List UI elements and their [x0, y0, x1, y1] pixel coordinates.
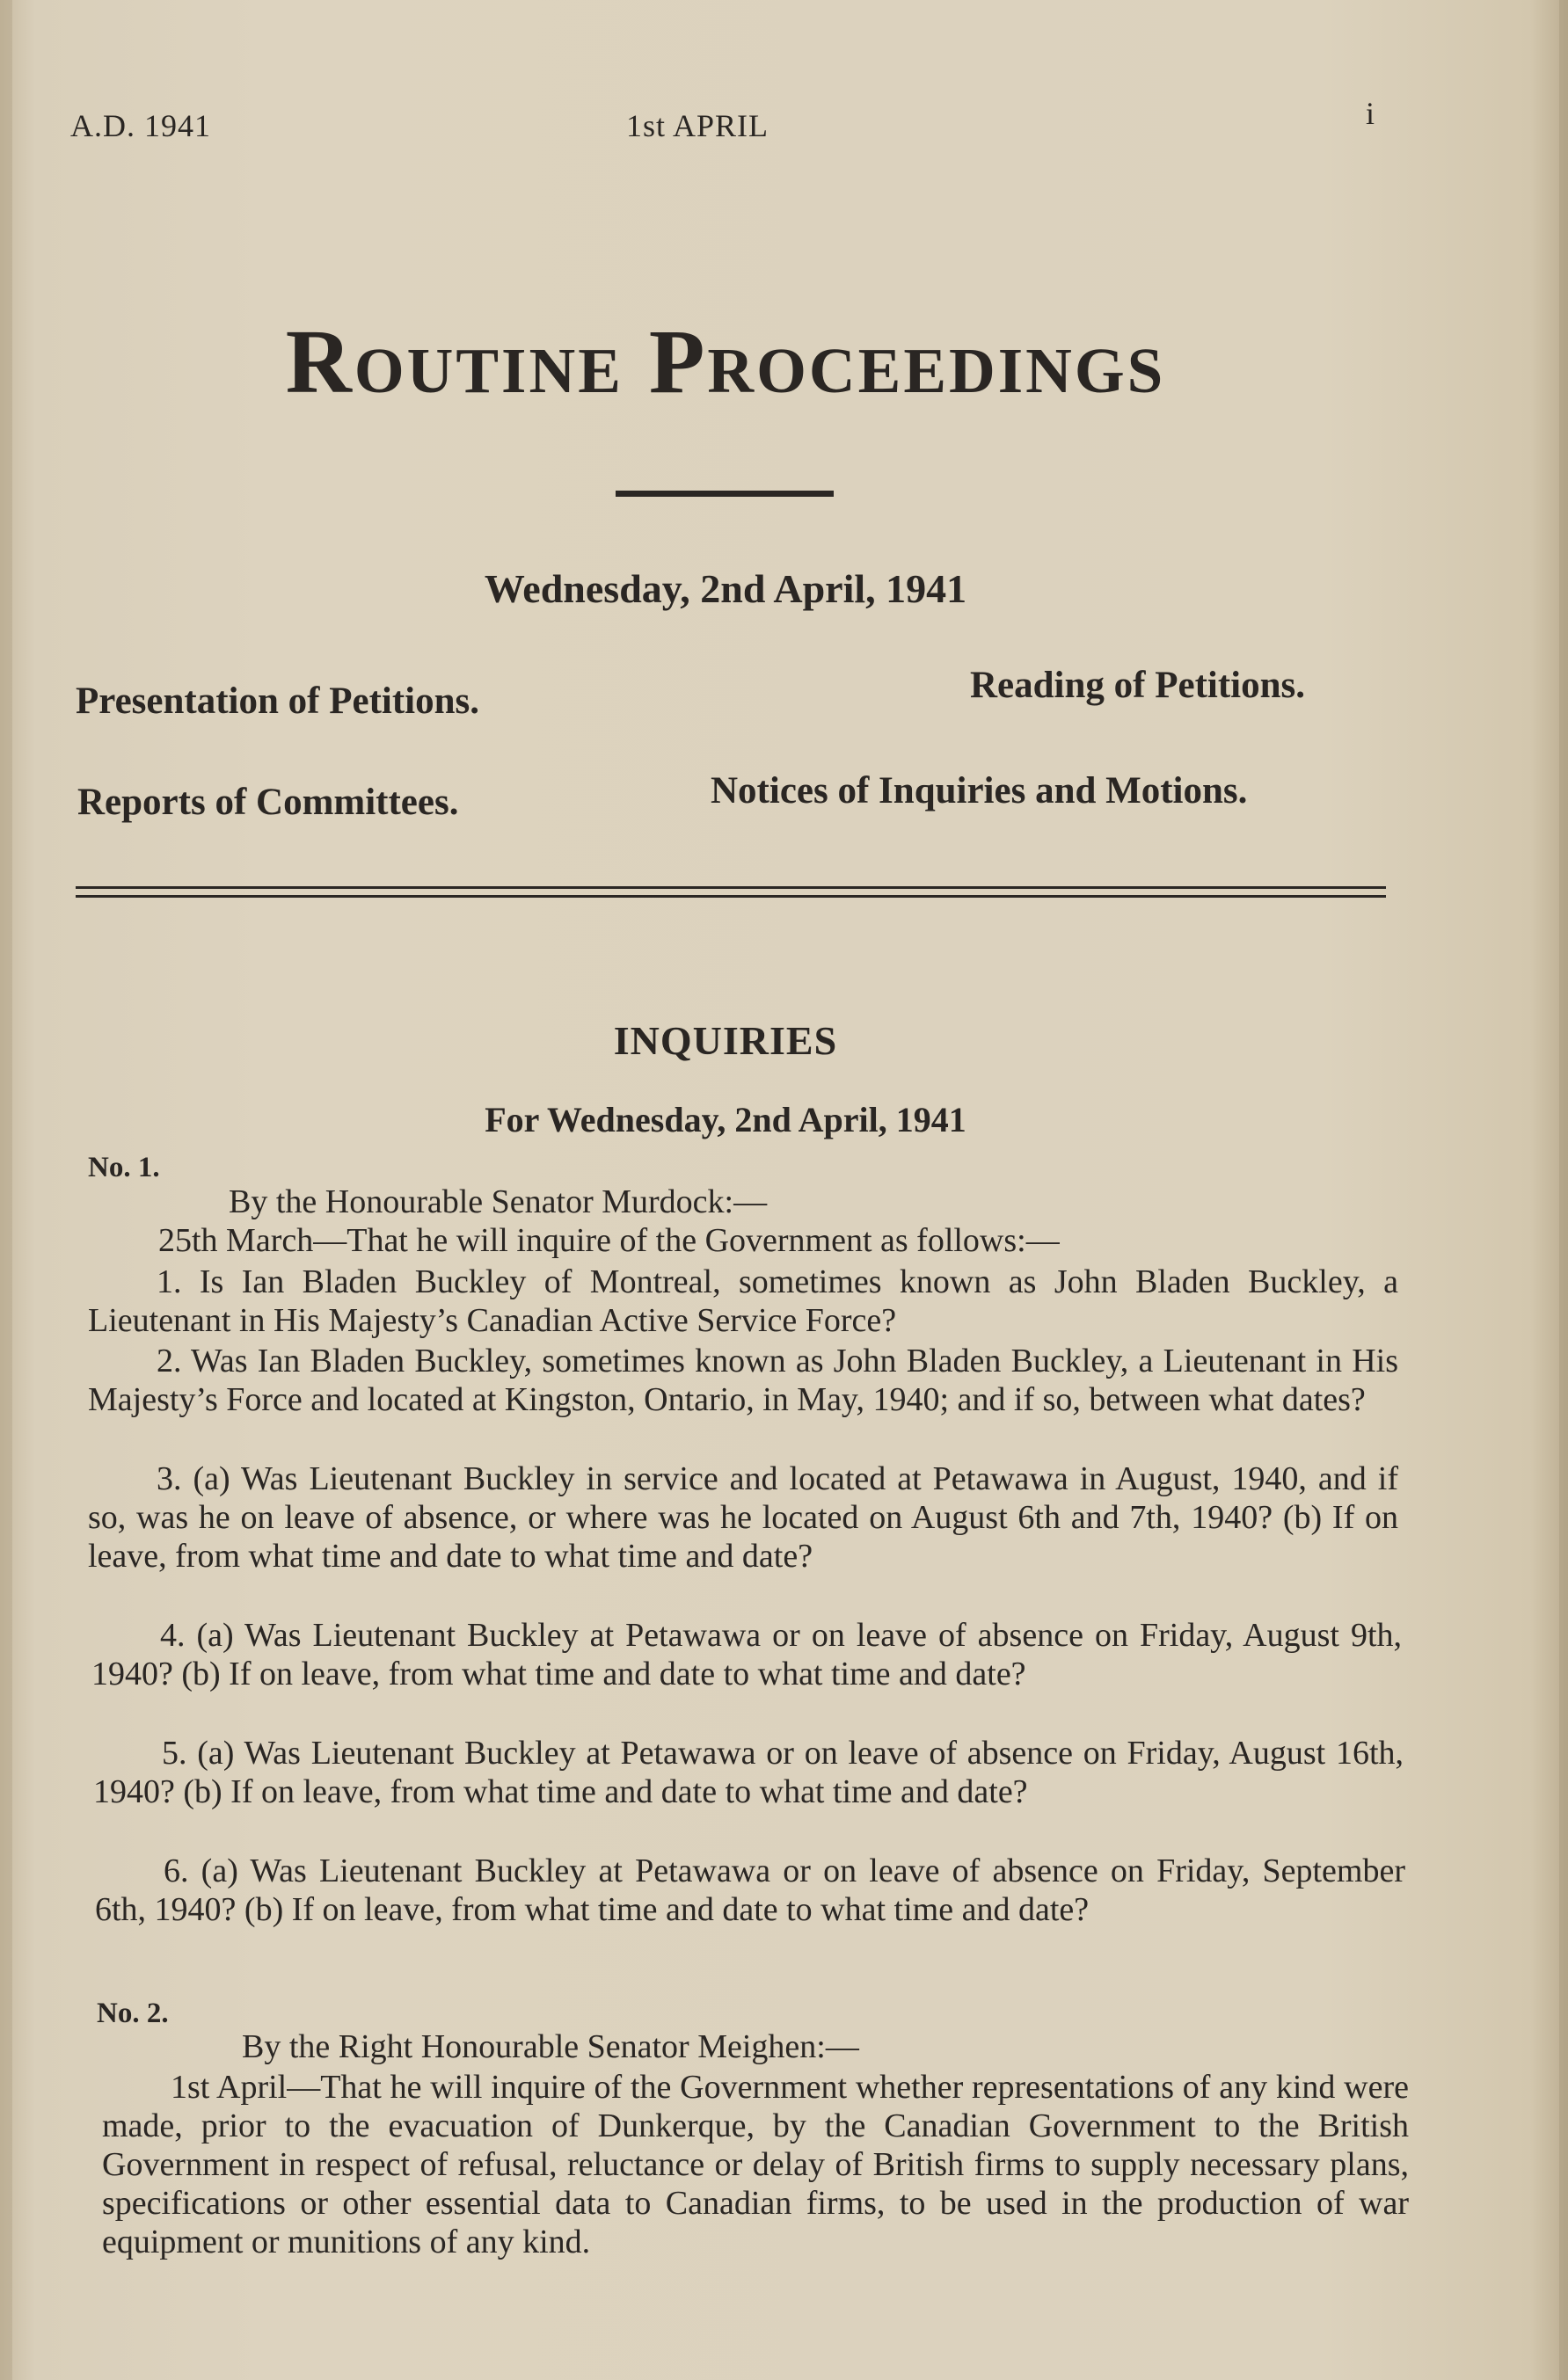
inquiry-question: 5. (a) Was Lieutenant Buckley at Petawawa or on leave of absence on Friday, August 16th, 1940? (b) If on leave, from what time and date to what time and date?	[93, 1735, 1404, 1810]
inquiry-question: 6. (a) Was Lieutenant Buckley at Petawawa or on leave of absence on Friday, September 6th, 1940? (b) If on leave, from what time and date to what time and date?	[95, 1852, 1405, 1928]
inquiries-subheading: For Wednesday, 2nd April, 1941	[485, 1100, 966, 1139]
inquiry-question: 2. Was Ian Bladen Buckley, sometimes known as John Bladen Buckley, a Lieutenant in His Majesty’s Force and located at Kingston, Ontario, in May, 1940; and if so, between what dates?	[88, 1343, 1398, 1418]
page-edge-right	[1559, 0, 1568, 2380]
inquiry-question: 4. (a) Was Lieutenant Buckley at Petawawa or on leave of absence on Friday, August 9th, 1940? (b) If on leave, from what time and date to what time and date?	[91, 1617, 1402, 1692]
page-number: i	[1366, 96, 1376, 131]
inquiry-text: 1st April—That he will inquire of the Government whether representations of any kind were made, prior to the evacuation of Dunkerque, by the Canadian Government to the British Government in respect of refusal, reluctance or delay of British firms to supply necessary plans, specifications or other essential data to Canadian firms, to be used in the production of war equipment or munitions of any kind.	[102, 2069, 1409, 2260]
sitting-date: Wednesday, 2nd April, 1941	[484, 566, 967, 611]
notices-of-inquiries: Notices of Inquiries and Motions.	[711, 770, 1248, 812]
inquiries-heading: INQUIRIES	[613, 1018, 838, 1063]
reports-of-committees: Reports of Committees.	[77, 782, 459, 823]
double-rule-bottom	[76, 895, 1386, 898]
header-date: 1st APRIL	[626, 108, 769, 143]
double-rule-top	[76, 886, 1386, 889]
header-year: A.D. 1941	[70, 108, 211, 143]
reading-of-petitions: Reading of Petitions.	[970, 665, 1306, 706]
page-title: Routine Proceedings	[285, 311, 1166, 412]
inquiry-intro: 25th March—That he will inquire of the Government as follows:—	[158, 1222, 1060, 1259]
inquiry-question: 3. (a) Was Lieutenant Buckley in service and located at Petawawa in August, 1940, and if so, was he on leave of absence, or where was he located on August 6th and 7th, 1940? (b) If on leave, from what time and date to what time and date?	[88, 1460, 1398, 1575]
inquiry-number: No. 2.	[97, 1998, 169, 2029]
inquiry-by: By the Right Honourable Senator Meighen:—	[242, 2028, 859, 2065]
presentation-of-petitions: Presentation of Petitions.	[76, 681, 479, 722]
title-rule	[616, 491, 834, 497]
inquiry-by: By the Honourable Senator Murdock:—	[229, 1183, 768, 1220]
inquiry-number: No. 1.	[88, 1152, 160, 1183]
inquiry-question: 1. Is Ian Bladen Buckley of Montreal, sometimes known as John Bladen Buckley, a Lieutenant in His Majesty’s Canadian Active Service Force?	[88, 1263, 1398, 1339]
